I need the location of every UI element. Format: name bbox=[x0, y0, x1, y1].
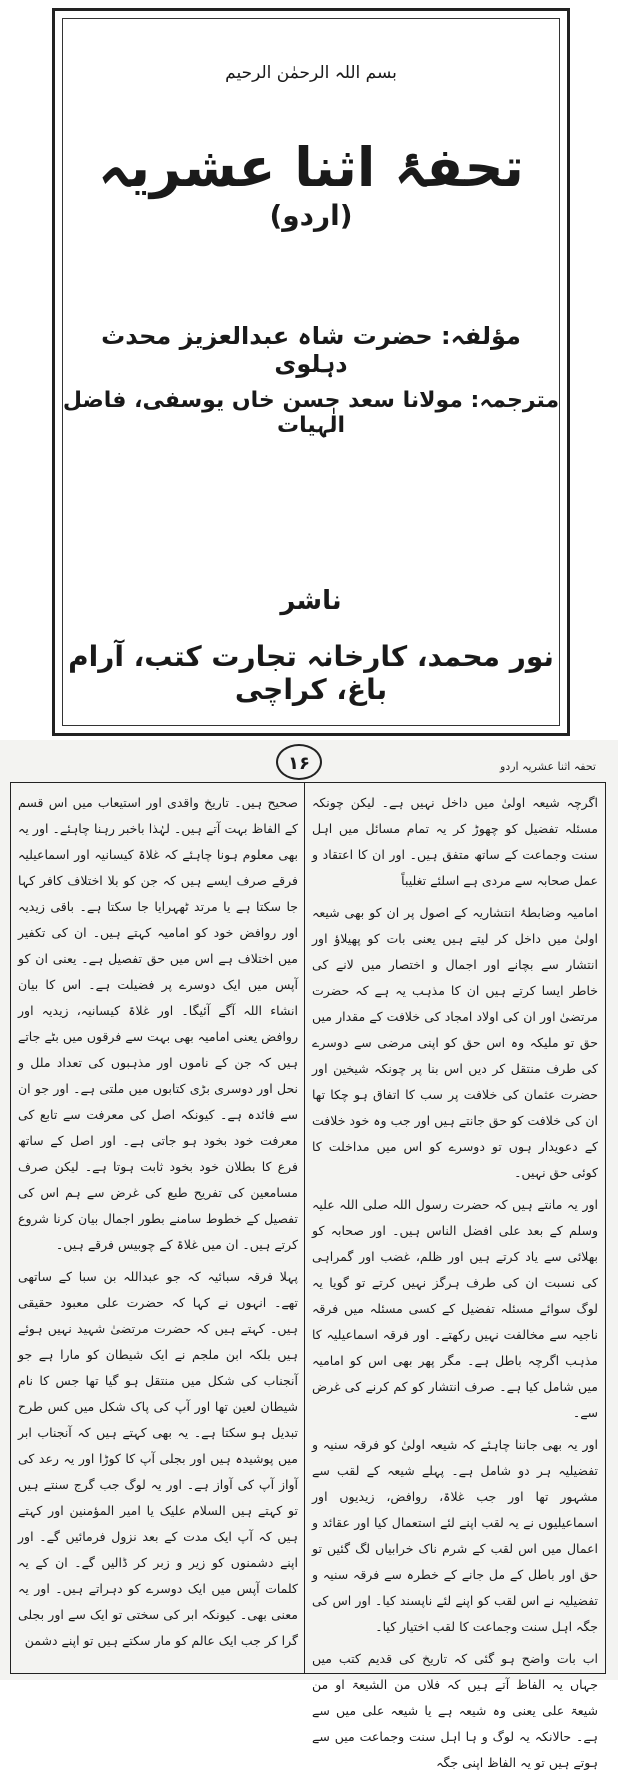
left-paragraph: پہلا فرقہ سبائیہ کہ جو عبداللہ بن سبا کے ساتھی تھے۔ انہوں نے کہا کہ حضرت علی معبود حقیقی ہیں۔ کہتے ہیں کہ حضرت مرتضیٰ شہید نہیں ہوئے ہیں بلکہ ابن ملجم نے ایک شیطان کو مارا ہے جو آنجناب کی شکل میں منتقل ہو گیا تھا جس کا نام شیطان لعین تھا اور آپ کی پاک شکل میں کس طرح تبدیل ہو سکتا ہے۔ یہ بھی کہتے ہیں کہ آنجناب ابر میں پوشیدہ ہیں اور بجلی آپ کا کوڑا اور یہ رعد کی آواز آپ کی آواز ہے۔ اور یہ لوگ جب گرج سنتے ہیں تو کہتے ہیں السلام علیک یا امیر المؤمنین اور کہتے ہیں کہ آپ ایک مدت کے بعد نزول فرمائیں گے۔ اور اپنے دشمنوں کو زیر و زبر کر ڈالیں گے۔ ان کے یہ کلمات آپس میں ایک دوسرے کو دہراتے ہیں۔ اور یہ معنی بھی۔ کیونکہ ابر کی سختی تو ایک سے اور بجلی گرا کر جب ایک عالم کو مار سکتے ہیں تو اپنے دشمن bbox=[18, 1269, 298, 1648]
right-paragraph: اور یہ بھی جاننا چاہئے کہ شیعہ اولیٰ کو فرقہ سنیہ و تفضیلیہ ہر دو شامل ہے۔ پہلے شیعہ کے لقب سے مشہور تھا اور جب غلاۃ، روافض، زیدیوں اور اسماعیلیوں نے یہ لقب اپنے لئے استعمال کیا اور عقائد و اعمال میں اس لقب کے شرم ناک خرابیاں لگ گئیں تو حق اور باطل کے مل جانے کے خطرہ سے فرقہ سنیہ و تفضیلیہ نے اس لقب کو اپنے لئے ناپسند کیا۔ اور اس کی جگہ اہل سنت وجماعت کا لقب اختیار کیا۔ bbox=[312, 1437, 598, 1634]
page-number: ۱۶ bbox=[276, 744, 322, 780]
author-line: مؤلفہ: حضرت شاہ عبدالعزیز محدث دہلوی bbox=[101, 322, 521, 378]
right-paragraph: امامیہ وضابطۂ انتشاریہ کے اصول پر ان کو بھی شیعہ اولیٰ میں داخل کر لیتے ہیں یعنی بات کو پھیلاؤ اور انتشار سے بچانے اور اجمال و اختصار میں لانے کی خاطر ایسا کرتے ہیں ان کا مذہب یہ ہے کہ حضرت مرتضیٰ اور ان کی اولاد امجاد کی خلافت کے مقدار میں حق تو ملیکہ وہ اس حق کو اپنی مرضی سے دوسرے کی طرف منتقل کر دیں اس بنا پر چونکہ شیخین اور حضرت عثمان کی خلافت پر سب کا اتفاق ہو چکا تھا ان کی خلافت کو حق جانتے ہیں اور جب وہ خود خلافت کے دعویدار ہوں تو دوسرے کو اس میں مداخلت کا کوئی حق نہیں۔ bbox=[312, 905, 598, 1180]
text-page bbox=[0, 740, 618, 1770]
right-paragraph: اور یہ مانتے ہیں کہ حضرت رسول اللہ صلی اللہ علیہ وسلم کے بعد علی افضل الناس ہیں۔ اور صحابہ کو بھلائی سے یاد کرتے ہیں اور ظلم، غضب اور گمراہی کی نسبت ان کی طرف ہرگز نہیں کرتے تو گویا یہ لوگ سوائے مسئلہ تفضیل کے کسی مسئلہ میں فرقہ ناجیہ سے مخالفت نہیں رکھتے۔ اور فرقہ اسماعیلیہ کا مذہب اگرچہ باطل ہے۔ مگر پھر بھی اس کو امامیہ میں شامل کیا ہے۔ صرف انتشار کو کم کرنے کی غرض سے۔ bbox=[312, 1197, 598, 1420]
book-title-suffix: (اردو) bbox=[269, 199, 353, 232]
right-paragraph: اب بات واضح ہو گئی کہ تاریخ کی قدیم کتب میں جہاں یہ الفاظ آتے ہیں کہ فلاں من الشیعۃ او من شیعۃ علی یعنی وہ شیعہ ہے یا شیعہ علی میں سے ہے۔ حالانکہ یہ لوگ و ہا اہل سنت وجماعت میں سے ہوتے ہیں تو یہ الفاظ اپنی جگہ bbox=[312, 1651, 598, 1770]
book-title-text: تحفۂ اثنا عشریہ bbox=[98, 136, 524, 199]
book-title bbox=[62, 136, 560, 262]
publisher-label: ناشر bbox=[280, 586, 342, 616]
title-page bbox=[0, 0, 618, 740]
column-divider bbox=[304, 782, 305, 1674]
left-column bbox=[18, 790, 298, 1666]
right-paragraph: اگرچہ شیعہ اولیٰ میں داخل نہیں ہے۔ لیکن چونکہ مسئلہ تفضیل کو چھوڑ کر یہ تمام مسائل میں اہل سنت وجماعت کے ساتھ متفق ہیں۔ اور ان کا اعتقاد و عمل صحابہ سے مردی ہے اسلئے تغلیباً bbox=[312, 795, 598, 888]
publisher-name: نور محمد، کارخانہ تجارت کتب، آرام باغ، کراچی bbox=[68, 640, 554, 706]
left-paragraph: صحیح ہیں۔ تاریخ واقدی اور استیعاب میں اس قسم کے الفاظ بہت آتے ہیں۔ لہٰذا باخبر رہنا چاہئے۔ اور یہ بھی معلوم ہونا چاہئے کہ غلاۃ کیسانیہ اور اسماعیلیہ فرقے صرف ایسے ہیں کہ جن کو بلا اختلاف کافر کہا جا سکتا ہے یا مرتد ٹھہرایا جا سکتا ہے۔ باقی زیدیہ اور روافض خود کو امامیہ کہتے ہیں۔ ان کی تکفیر میں اختلاف ہے اس میں حق تفصیل ہے۔ یعنی ان کو آپس میں ایک دوسرے پر فضیلت ہے۔ اس کا بیان انشاء اللہ آگے آئیگا۔ اور غلاۃ کیسانیہ، زیدیہ اور روافض یعنی امامیہ بھی بہت سے فرقوں میں بٹے جاتے ہیں کہ جن کے ناموں اور مذہبوں کی تعداد ملل و نحل اور دوسری بڑی کتابوں میں ملتی ہے۔ اور جو ان سے فائدہ ہے۔ کیونکہ اصل کی معرفت سے تابع کی معرفت خود بخود ہو جاتی ہے۔ اور اصل کے ساتھ فرع کا بطلان خود بخود ثابت ہوتا ہے۔ لیکن صرف مسامعین کی تفریح طبع کی غرض سے ہم اس کی تفصیل کے خطوط سامنے بطور اجمال بیان کرنا شروع کرتے ہیں۔ ان میں غلاۃ کے چوبیس فرقے ہیں۔ bbox=[18, 795, 298, 1252]
right-column bbox=[312, 790, 598, 1770]
translator-line: مترجمہ: مولانا سعد حسن خاں یوسفی، فاضل الٰہیات bbox=[62, 388, 560, 438]
basmala: بسم اللہ الرحمٰن الرحیم bbox=[225, 63, 397, 83]
running-header: تحفہ اثنا عشریہ اردو bbox=[500, 760, 596, 773]
